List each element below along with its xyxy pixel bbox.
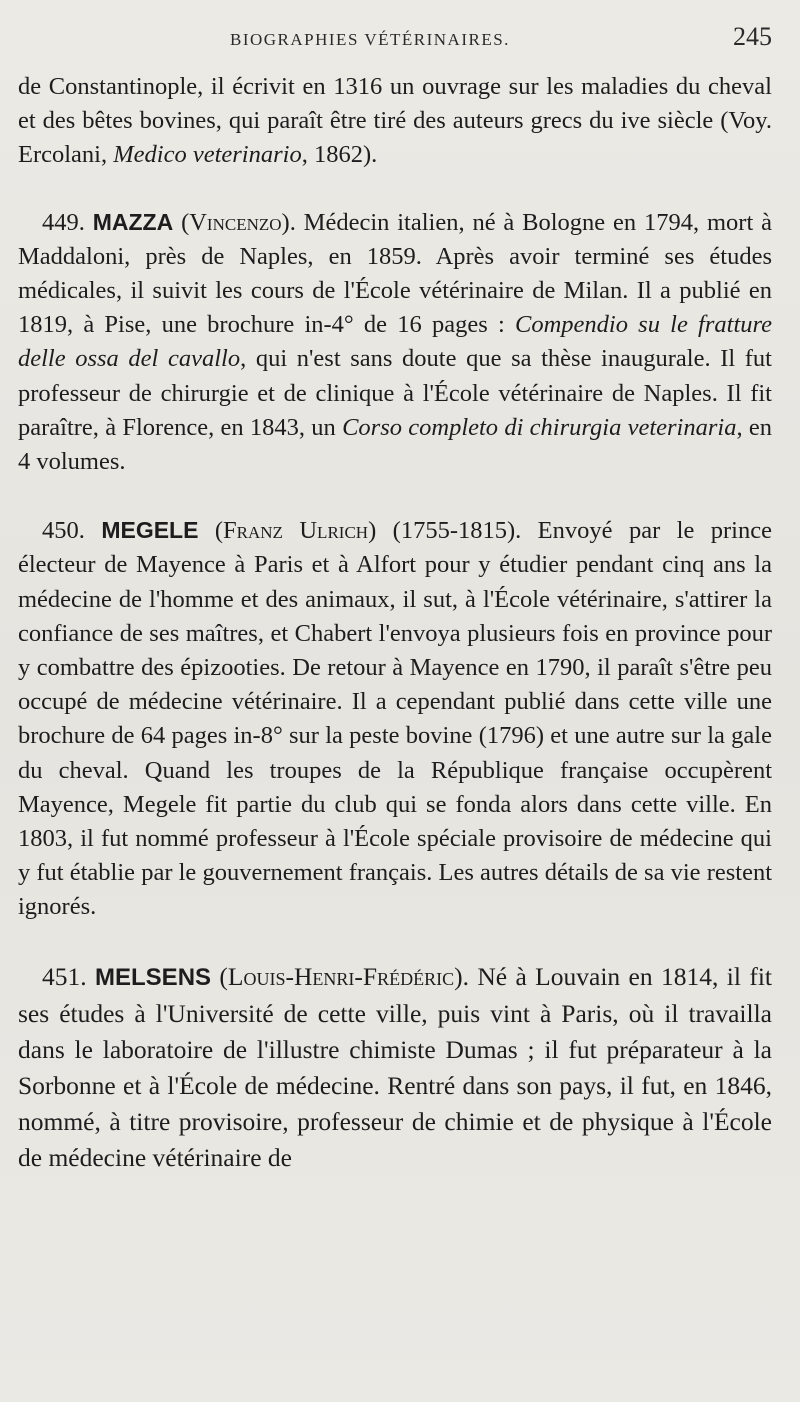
continuation-text: de Constantinople, il écrivit en 1316 un ouvrage sur les maladies du cheval et des bêtes bovines, qui paraît être tiré des auteurs grecs du ive siècle (Voy. Ercolani, xyxy=(18,73,772,169)
given-open: ( xyxy=(198,517,224,545)
running-title: BIOGRAPHIES VÉTÉRINAIRES. xyxy=(230,30,510,49)
entry-given-name: Franz Ulrich xyxy=(223,517,369,545)
given-close: ). xyxy=(454,961,478,991)
entry-given-name: Louis-Henri-Frédéric xyxy=(227,961,455,991)
entry-italic-title: Corso completo di chirurgia veterinaria xyxy=(342,413,737,441)
continuation-tail: , 1862). xyxy=(301,141,378,169)
given-open: ( xyxy=(173,208,190,236)
entry-given-name: Vincenzo xyxy=(189,208,282,236)
entry-text: (1755-1815). Envoyé par le prince électeur de Mayence à Paris et à Alfort pour y étudier pendant cinq ans la médecine de l'homme et des animaux, il sut, à l'École vétérinaire, s'attirer la confiance de ses maîtres, et Chabert l'envoya plusieurs fois en province pour y combattre des épizooties. De retour à Mayence en 1790, il paraît s'être peu occupé de médecine vétérinaire. Il a cependant publié dans cette ville une brochure de 64 pages in-8° sur la peste bovine (1796) et une autre sur la gale du cheval. Quand les troupes de la République française occupèrent Mayence, Megele fit partie du club qui se fonda alors dans cette ville. En 1803, il fut nommé professeur à l'École spéciale provisoire de médecine qui y fut établie par le gouvernement français. Les autres détails de sa vie restent ignorés. xyxy=(18,517,772,921)
entry-451 xyxy=(18,959,772,1176)
entry-surname: MELSENS xyxy=(95,963,212,991)
entry-text: , en 4 volumes. xyxy=(18,413,772,476)
entry-number: 451. xyxy=(42,961,87,991)
entry-surname: MEGELE xyxy=(101,517,199,544)
entry-text: Né à Louvain en 1814, il fit ses études à l'Université de cette ville, puis vint à Paris, où il travailla dans le laboratoire de l'illustre chimiste Dumas ; il fut préparateur à la Sorbonne et à l'École de médecine. Rentré dans son pays, il fut, en 1846, nommé, à titre provisoire, professeur de chimie et de physique à l'École de médecine vétérinaire de xyxy=(18,961,772,1172)
entry-surname: MAZZA xyxy=(92,208,174,235)
page-body xyxy=(18,70,772,1210)
continuation-italic: Medico veterinario xyxy=(113,141,302,169)
entry-449 xyxy=(18,205,772,480)
page-number: 245 xyxy=(733,22,772,51)
given-close: ). xyxy=(281,208,304,236)
entry-text: , qui n'est sans doute que sa thèse inaugurale. Il fut professeur de chirurgie et de clinique à l'École vétérinaire de Naples. Il fit paraître, à Florence, en 1843, un xyxy=(18,345,772,441)
continuation-paragraph xyxy=(18,70,772,173)
entry-number: 449. xyxy=(42,208,85,236)
entry-italic-title: Compendio su le fratture delle ossa del cavallo xyxy=(18,311,772,373)
entry-text: Médecin italien, né à Bologne en 1794, mort à Maddaloni, près de Naples, en 1859. Après avoir terminé ses études médicales, il suivit les cours de l'École vétérinaire de Milan. Il a publié en 1819, à Pise, une brochure in-4° de 16 pages : xyxy=(18,208,772,339)
given-open: ( xyxy=(211,961,228,991)
entry-number: 450. xyxy=(42,517,85,545)
entry-450 xyxy=(18,513,772,924)
given-close: ) xyxy=(368,517,393,545)
running-head xyxy=(0,22,800,52)
